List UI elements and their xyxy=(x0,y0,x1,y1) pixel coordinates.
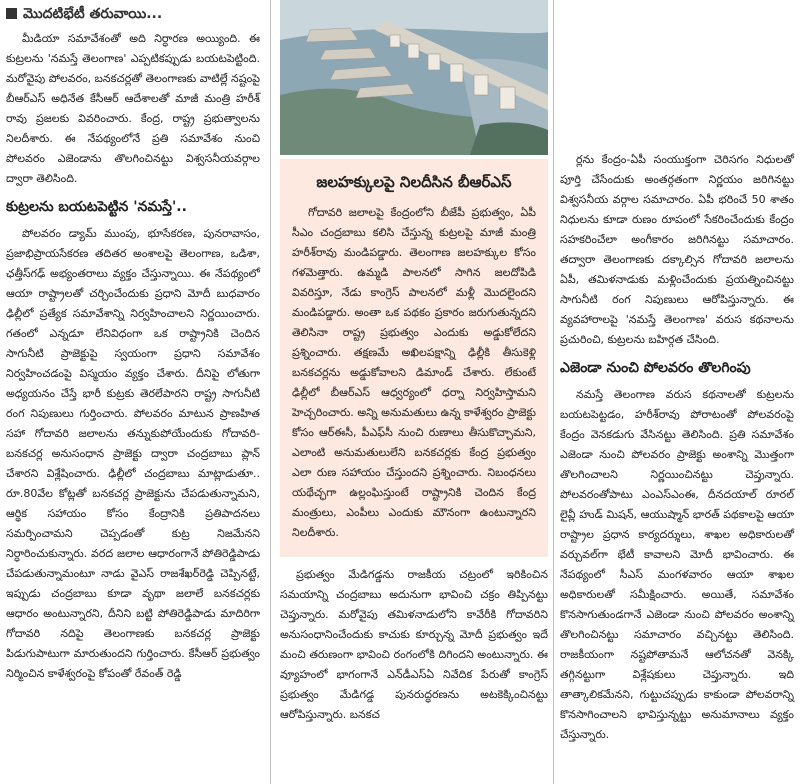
box-title: జలహక్కులపై నిలదీసిన బీఆర్ఎస్ xyxy=(316,173,512,191)
column-divider xyxy=(270,0,271,784)
dam-photo xyxy=(280,0,548,155)
square-bullet-icon xyxy=(6,8,17,19)
section-heading: ఎజెండా నుంచి పోలవరం తొలగింపు xyxy=(560,360,751,376)
box-paragraph: గోదావరి జలాలపై కేంద్రంలోని బీజేపీ ప్రభుత్వం, ఏపీ సీఎం చంద్రబాబు కలిసి చేస్తున్న కుట్రలపై మాజీ మంత్రి హరీశ్‌రావు మండిపడ్డారు. తెలంగాణ జలహక్కుల కోసం గళమెత్తారు. ఉమ్మడి పాలనలో సాగిన జలదోపిడి వివరిస్తూ, నేడు కాంగ్రెస్ పాలనలో మళ్లీ మొదలైందని మండిపడ్డారు. అంతా ఒక పథకం ప్రకారం జరుగుతున్నదని తెలిసినా రాష్ట్ర ప్రభుత్వం ఎందుకు అడ్డుకోలేదని ప్రశ్నించారు. తక్షణమే అఖిలపక్షాన్ని ఢిల్లీకి తీసుకెళ్లి బనకచర్లను అడ్డుకోవాలని డిమాండ్ చేశారు. లేకుంటే ఢిల్లీలో బీఆర్ఎస్ ఆధ్వర్యంలో ధర్నా నిర్వహిస్తామని హెచ్చరించారు. అన్ని అనుమతులు ఉన్న కాళేశ్వరం ప్రాజెక్టు కోసం ఆర్ఈసీ, పీఎఫ్‌సీ నుంచి రుణాలు తీసుకొచ్చామని, ఎలాంటి అనుమతులులేని బనకచర్లకు కేంద్ర ప్రభుత్వం ఎలా రుణ సహాయం చేస్తుందని ప్రశ్నించారు. నిబంధనలు యథేచ్ఛగా ఉల్లంఘిస్తుంటే రాష్ట్రానికి చెందిన కేంద్ర మంత్రులు, ఎంపీలు ఎందుకు మౌనంగా ఉంటున్నారని నిలదీశారు. xyxy=(292,206,536,539)
section-heading: కుట్రలను బయటపెట్టిన 'నమస్తే'.. xyxy=(6,199,187,215)
paragraph: ప్రభుత్వం మేడిగడ్డను రాజకీయ చట్రంలో ఇరికించిన సమయాన్ని చంద్రబాబు అదునుగా భావించి చక్రం తిప్పినట్టు చెప్తున్నారు. మరోవైపు తమిళనాడులోని కావేరీకి గోదావరిని అనుసంధానించేందుకు కాచుకు కూర్చున్న మోదీ ప్రభుత్వం ఇదే మంచి తరుణంగా భావించి రంగంలోకి దిగిందని అంటున్నారు. ఈ వ్యూహంలో భాగంగానే ఎన్‌డీఎస్ఏ నివేదిక పేరుతో కాంగ్రెస్ ప్రభుత్వం మేడిగడ్డ పునరుద్ధరణను అటకెక్కించినట్టు ఆరోపిస్తున్నారు. బనకచ xyxy=(280,568,548,721)
column-divider xyxy=(553,0,554,784)
dam-illustration xyxy=(280,0,548,155)
section-heading: మొదటిభేటీ తరువాయి... xyxy=(6,6,260,25)
left-column xyxy=(6,0,260,688)
highlight-box xyxy=(280,159,548,557)
right-column xyxy=(560,150,794,749)
paragraph: పోలవరం డ్యామ్ ముంపు, భూసేకరణ, పునరావాసం, ప్రజాభిప్రాయసేకరణ తదితర అంశాలపై తెలంగాణ, ఒడిశా, ఛత్తీస్‌గఢ్ అభ్యంతరాలు వ్యక్తం చేస్తున్నాయి. ఈ నేపథ్యంలో ఆయా రాష్ట్రాలతో చర్చించేందుకు ప్రధాని మోదీ బుధవారం ఢిల్లీలో ప్రత్యేక సమావేశాన్ని నిర్వహించాలని నిర్ణయించారు. గతంలో ఎన్నడూ లేనివిధంగా ఒక రాష్ట్రానికి చెందిన సాగునీటి ప్రాజెక్టుపై స్వయంగా ప్రధాని సమావేశం నిర్వహించడంపై విస్మయం వ్యక్తం చేశారు. దీనిపై లోతుగా అధ్యయనం చేస్తే భారీ కుట్రకు తెరలేపారని రాష్ట్ర సాగునీటి రంగ నిపుణులు గుర్తించారు. పోలవరం మాటున ప్రాణహిత సహా గోదావరి జలాలను తన్నుకుపోయేందుకు గోదావరి-బనకచర్ల అనుసంధాన ప్రాజెక్టు ద్వారా చంద్రబాబు ప్లాన్ చేశారని విశ్లేషించారు. ఢిల్లీలో చంద్రబాబు మాట్లాడుతూ.. రూ.80వేల కోట్లతో బనకచర్ల ప్రాజెక్టును చేపడుతున్నామని, ఆర్థిక సహాయం కోసం కేంద్రానికి ప్రతిపాదనలు సమర్పించామని చెప్పడంతో కుట్ర నిజమేనని నిర్ధారించుకున్నారు. వరద జలాల ఆధారంగానే పోతిరెడ్డిపాడు చేపడుతున్నామంటూ నాడు వైఎస్ రాజశేఖర్‌రెడ్డి చెప్పినట్టే, ఇప్పుడు చంద్రబాబు కూడా వృథా జలాలే బనకచర్లకు ఆధారం అంటున్నారని, దీనిని బట్టి పోతిరెడ్డిపాడు మాదిరిగా గోదావరి నదిపై తెలంగాణకు బనకచర్ల ప్రాజెక్టు పిడుగుపాటుగా మారుతుందని గుర్తించారు. కేసీఆర్ ప్రభుత్వం నిర్మించిన కాళేశ్వరంపై కోపంతో రేవంత్ రెడ్డి xyxy=(6,227,260,680)
paragraph: నమస్తే తెలంగాణ వరుస కథనాలతో కుట్రలను బయటపెట్టడం, హరీశ్‌రావు పోరాటంతో పోలవరంపై కేంద్రం వెనకడుగు వేసినట్టు తెలిసింది. ప్రతి సమావేశం ఎజెండా నుంచి పోలవరం ప్రాజెక్టు అంశాన్ని మొత్తంగా తొలగించాలని నిర్ణయించినట్టు చెప్తున్నారు. పోలవరంతోపాటు ఎంఎస్ఎంఈ, దీనదయాల్ రూరల్ లైవ్లీ హుడ్ మిషన్, ఆయుష్మాన్ భారత్ పథకాలపై ఆయా రాష్ట్రాల ప్రధాన కార్యదర్శులు, శాఖల అధికారులతో వర్చువల్‌గా భేటీ కావాలని మోదీ భావించారు. ఈ నేపథ్యంలో సీఎస్ మంగళవారం ఆయా శాఖల అధికారులతో సమీక్షించారు. అయితే, సమావేశం కొనసాగుతుండగానే ఎజెండా నుంచి పోలవరం అంశాన్ని తొలగించినట్టు సమాచారం వచ్చినట్టు తెలిసింది. రాజకీయంగా నష్టపోతామనే ఆలోచనతో వెనక్కి తగ్గినట్టుగా విశ్లేషకులు చెప్తున్నారు. ఇది తాత్కాలికమేనని, గుట్టుచప్పుడు కాకుండా పోలవరాన్ని కొనసాగించాలని భావిస్తున్నట్టు అనుమానాలు వ్యక్తం చేస్తున్నారు. xyxy=(560,388,794,741)
paragraph: ర్లను కేంద్రం-ఏపీ సంయుక్తంగా చెరిసగం నిధులతో పూర్తి చేసేందుకు అంతర్గతంగా నిర్ణయం జరిగినట్టు విశ్వసనీయ వర్గాల సమాచారం. ఏపీ భరించే 50 శాతం నిధులను కూడా రుణం రూపంలో సేకరించేందుకు కేంద్రం సహకరించేలా అంగీకారం జరిగినట్టు సమాచారం. తద్వారా తెలంగాణకు దక్కాల్సిన గోదావరి జలాలను ఏపీ, తమిళనాడుకు మళ్లించేందుకు ప్రయత్నించినట్టు సాగునీటి రంగ నిపుణులు ఆరోపిస్తున్నారు. ఈ వ్యవహారాలపై 'నమస్తే తెలంగాణ' వరుస కథనాలను ప్రచురించి, కుట్రలను బహిర్గత చేసింది. xyxy=(560,153,794,346)
middle-column xyxy=(280,0,548,729)
paragraph: మీడియా సమావేశంతో అది నిర్ధారణ అయ్యింది. ఈ కుట్రలను 'నమస్తే తెలంగాణ' ఎప్పటికప్పుడు బయటపెట్టింది. మరోవైపు పోలవరం, బనకచర్లతో తెలంగాణకు వాటిల్లే నష్టంపై బీఆర్ఎస్ అధినేత కేసీఆర్ ఆదేశాలతో మాజీ మంత్రి హరీశ్ రావు ప్రజలకు వివరించారు. కేంద్ర, రాష్ట్ర ప్రభుత్వాలను నిలదీశారు. ఈ నేపథ్యంలోనే ప్రతి సమావేశం నుంచి పోలవరం ఎజెండాను తొలగించినట్టు విశ్వసనీయవర్గాల ద్వారా తెలిసింది. xyxy=(6,32,260,185)
